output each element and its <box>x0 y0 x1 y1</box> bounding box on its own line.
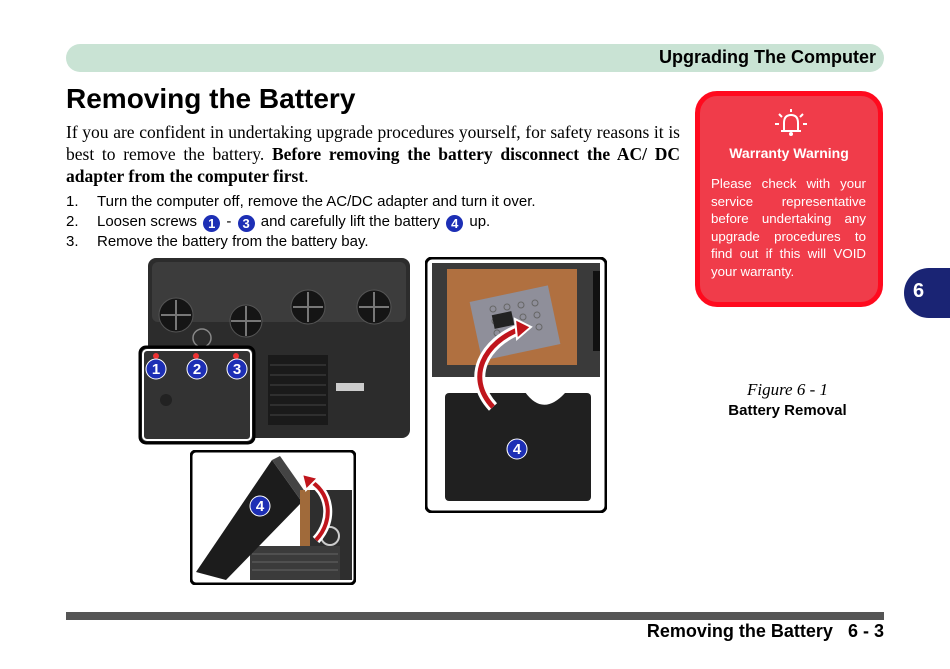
photo-label-3: 3 <box>232 361 242 378</box>
photo-label-2: 2 <box>192 361 202 378</box>
page-title: Removing the Battery <box>66 83 356 114</box>
computer-underside-photo <box>138 255 414 445</box>
figure-caption <box>700 380 875 419</box>
step-text: Turn the computer off, remove the AC/DC adapter and turn it over. <box>97 193 536 210</box>
step-number: 3. <box>66 232 79 250</box>
footer <box>637 621 884 642</box>
header-bar <box>66 44 884 72</box>
page-number: 6 - 3 <box>847 621 884 641</box>
header-title: Upgrading The Computer <box>659 47 876 67</box>
photo-label-1: 1 <box>151 361 161 378</box>
bell-alert-icon <box>774 109 808 139</box>
warning-body: Please check with your service representative before undertaking any upgrade procedures to find out if this will VOID your warranty. <box>711 176 866 279</box>
warranty-warning-box <box>695 91 883 307</box>
photo-label-4-bay: 4 <box>512 441 522 458</box>
step-item <box>66 232 626 252</box>
step-text-pre: Loosen screws <box>97 212 198 230</box>
step-number: 1. <box>66 193 79 210</box>
footer-section-title: Removing the Battery <box>646 621 833 641</box>
intro-end: . <box>304 166 309 186</box>
battery-lift-photo <box>190 450 356 585</box>
step-text: Remove the battery from the battery bay. <box>97 232 369 250</box>
steps-list <box>66 192 626 251</box>
battery-badge-4: 4 <box>446 215 463 232</box>
battery-bay-photo <box>425 257 607 513</box>
figure-number: Figure 6 - 1 <box>746 380 829 399</box>
step-text-post: up. <box>469 212 491 230</box>
step-text <box>97 212 490 232</box>
figure-title: Battery Removal <box>728 402 847 419</box>
step-text-mid: and carefully lift the battery <box>260 212 441 230</box>
intro-bold-text: Before removing the battery disconnect the AC/ DC adapter from the computer first <box>66 144 680 186</box>
footer-bar <box>66 612 884 620</box>
screw-badge-1: 1 <box>203 215 220 232</box>
intro-paragraph <box>66 121 680 187</box>
intro-text: If you are confident in undertaking upgrade procedures yourself, for safety reasons it is best to remove the battery. <box>66 122 680 164</box>
chapter-number: 6 <box>913 280 925 302</box>
warning-title: Warranty Warning <box>729 145 849 161</box>
photo-label-4-lift: 4 <box>255 498 265 515</box>
screw-badge-3: 3 <box>238 215 255 232</box>
step-dash: - <box>226 212 232 230</box>
step-item <box>66 192 626 212</box>
step-number: 2. <box>66 212 79 230</box>
chapter-tab[interactable] <box>904 268 950 318</box>
step-item <box>66 212 626 232</box>
